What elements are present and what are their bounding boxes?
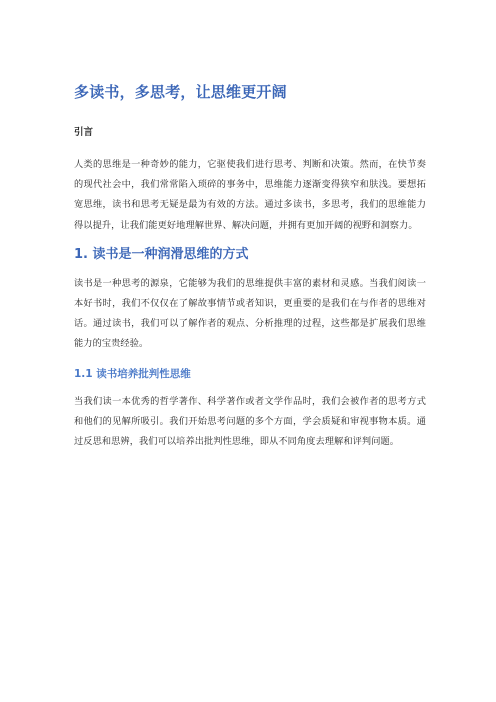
intro-paragraph: 人类的思维是一种奇妙的能力，它驱使我们进行思考、判断和决策。然而，在快节奏的现代社会中，我们常常陷入琐碎的事务中，思维能力逐渐变得狭窄和肤浅。要想拓宽思维，读书和思考无疑是最为有效的方法。通过多读书，多思考，我们的思维能力得以提升，让我们能更好地理解世界、解决问题，并拥有更加开阔的视野和洞察力。 xyxy=(74,159,426,231)
intro-label: 引言 xyxy=(74,127,94,138)
document-title: 多读书，多思考，让思维更开阔 xyxy=(74,83,287,101)
section-1-1-heading: 1.1 读书培养批判性思维 xyxy=(74,367,191,380)
section-1-paragraph: 读书是一种思考的源泉，它能够为我们的思维提供丰富的素材和灵感。当我们阅读一本好书时，我们不仅仅在了解故事情节或者知识，更重要的是我们在与作者的思维对话。通过读书，我们可以了解作者的观点、分析推理的过程，这些都是扩展我们思维能力的宝贵经验。 xyxy=(74,277,426,350)
section-1-1-paragraph: 当我们读一本优秀的哲学著作、科学著作或者文学作品时，我们会被作者的思考方式和他们的见解所吸引。我们开始思考问题的多个方面，学会质疑和审视事物本质。通过反思和思辨，我们可以培养出批判性思维，即从不同角度去理解和评判问题。 xyxy=(74,395,426,448)
section-1-heading: 1. 读书是一种润滑思维的方式 xyxy=(74,246,249,262)
